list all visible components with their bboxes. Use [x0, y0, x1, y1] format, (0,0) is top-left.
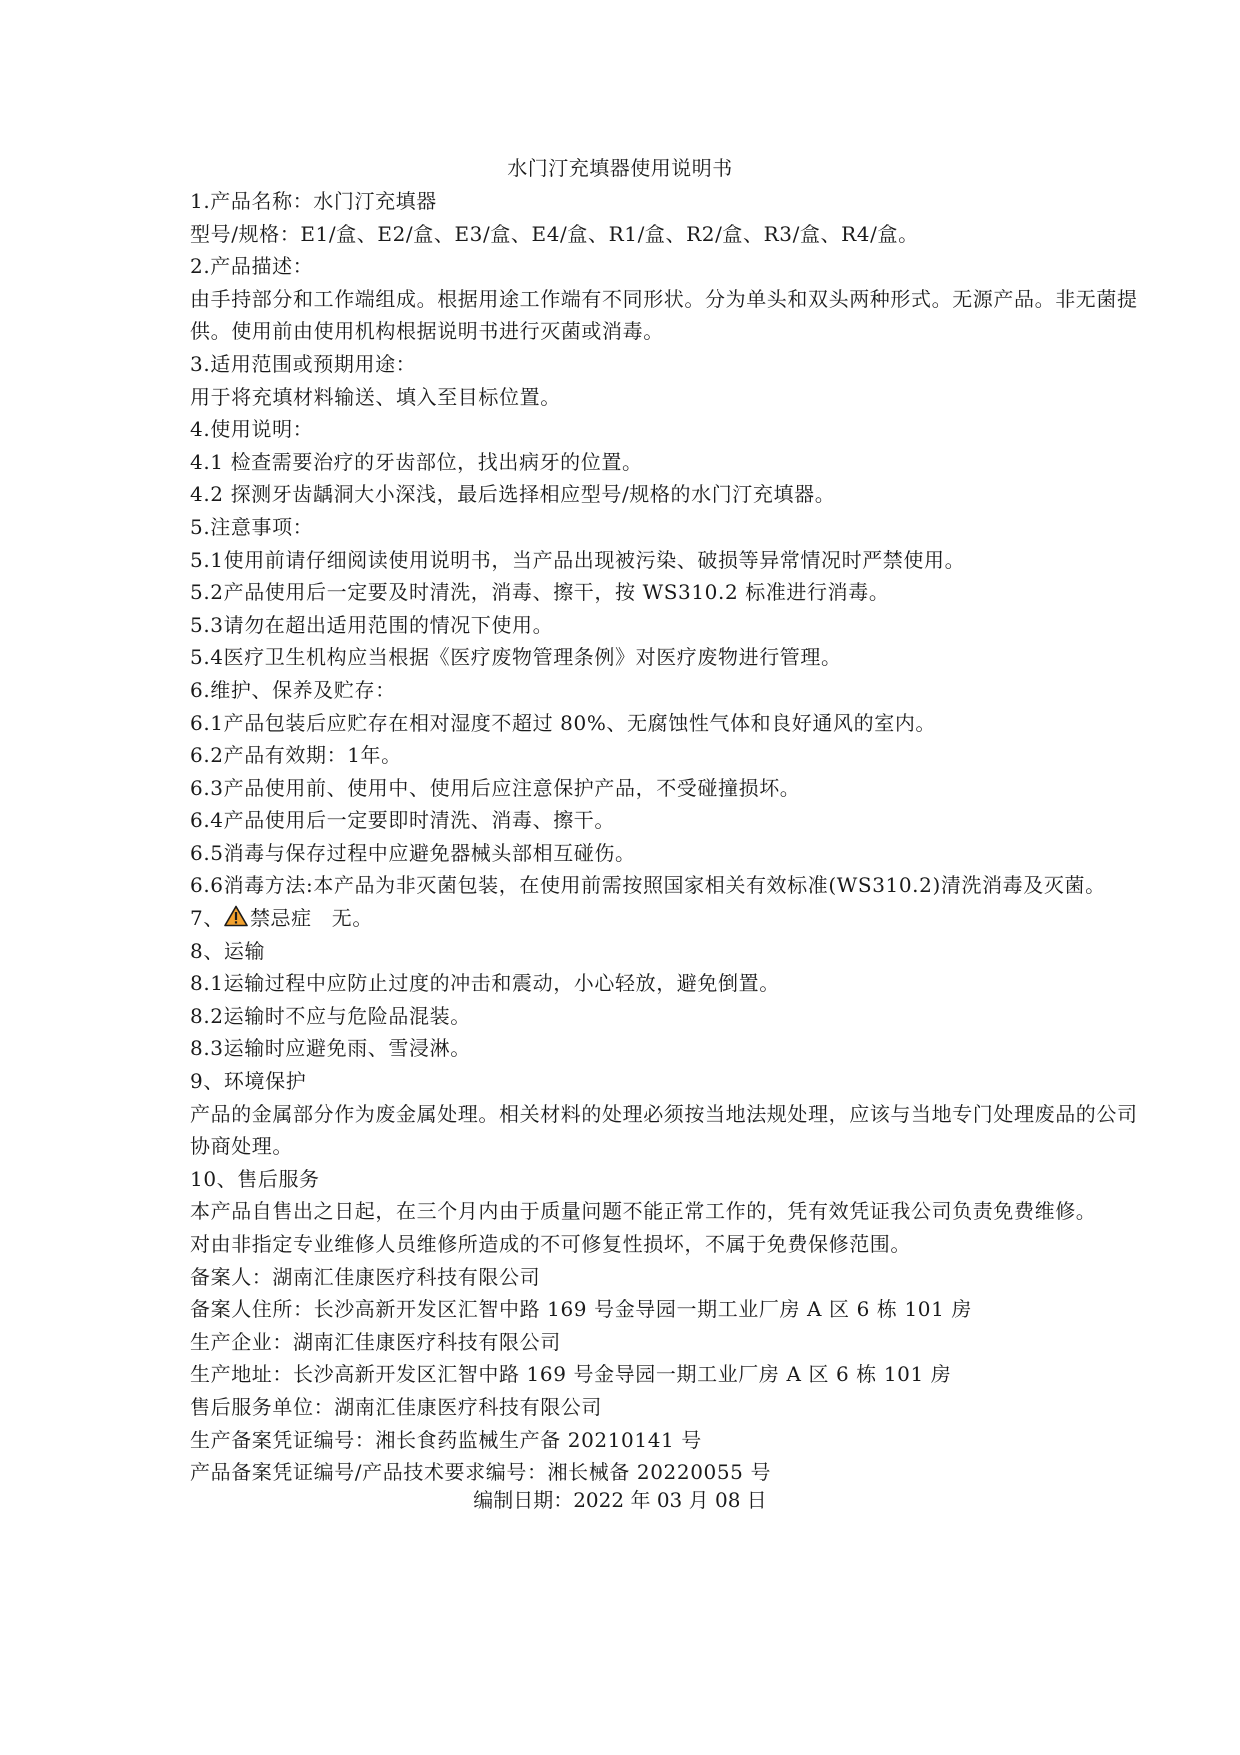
maintenance-6-6: 6.6消毒方法:本产品为非灭菌包装，在使用前需按照国家相关有效标准(WS310.2)清洗消毒及灭菌。 — [190, 873, 1106, 898]
section-heading-after-sales: 10、售后服务 — [190, 1166, 320, 1191]
section-heading-description: 2.产品描述： — [190, 254, 314, 279]
registrant-address-line: 备案人住所：长沙高新开发区汇智中路 169 号金导园一期工业厂房 A 区 6 栋 101 房 — [190, 1297, 972, 1322]
product-record-number-line: 产品备案凭证编号/产品技术要求编号：湘长械备 20220055 号 — [190, 1460, 772, 1485]
environment-line-2: 协商处理。 — [190, 1134, 293, 1159]
document-body — [190, 185, 1138, 1489]
precaution-5-2: 5.2产品使用后一定要及时清洗，消毒、擦干，按 WS310.2 标准进行消毒。 — [190, 580, 890, 605]
precaution-5-4: 5.4医疗卫生机构应当根据《医疗废物管理条例》对医疗废物进行管理。 — [190, 645, 842, 670]
maintenance-6-2: 6.2产品有效期：1年。 — [190, 743, 402, 768]
registrant-line: 备案人：湖南汇佳康医疗科技有限公司 — [190, 1264, 541, 1289]
transport-8-1: 8.1运输过程中应防止过度的冲击和震动，小心轻放，避免倒置。 — [190, 971, 780, 996]
contraindication-line — [190, 902, 1055, 935]
environment-line-1: 产品的金属部分作为废金属处理。相关材料的处理必须按当地法规处理，应该与当地专门处理废品的公司 — [190, 1101, 1138, 1126]
section-heading-transport: 8、运输 — [190, 938, 266, 963]
warning-triangle-icon — [224, 905, 248, 927]
compile-date: 编制日期：2022 年 03 月 08 日 — [473, 1488, 767, 1512]
scope-line: 用于将充填材料输送、填入至目标位置。 — [190, 384, 561, 409]
section-heading-precautions: 5.注意事项： — [190, 514, 314, 539]
contraindication-label: 禁忌症 — [249, 906, 312, 931]
manufacturer-line: 生产企业：湖南汇佳康医疗科技有限公司 — [190, 1329, 561, 1354]
section-heading-scope: 3.适用范围或预期用途： — [190, 351, 417, 376]
contraindication-prefix: 7、 — [190, 906, 224, 931]
product-name-line: 1.产品名称：水门汀充填器 — [190, 189, 437, 213]
precaution-5-1: 5.1使用前请仔细阅读使用说明书，当产品出现被污染、破损等异常情况时严禁使用。 — [190, 547, 966, 572]
description-line-1: 由手持部分和工作端组成。根据用途工作端有不同形状。分为单头和双头两种形式。无源产品。非无菌提 — [190, 286, 1138, 311]
usage-item-4-1: 4.1 检查需要治疗的牙齿部位，找出病牙的位置。 — [190, 449, 643, 474]
maintenance-6-3: 6.3产品使用前、使用中、使用后应注意保护产品，不受碰撞损坏。 — [190, 775, 801, 800]
usage-item-4-2: 4.2 探测牙齿龋洞大小深浅，最后选择相应型号/规格的水门汀充填器。 — [190, 482, 836, 507]
transport-8-3: 8.3运输时应避免雨、雪浸淋。 — [190, 1036, 471, 1061]
maintenance-6-4: 6.4产品使用后一定要即时清洗、消毒、擦干。 — [190, 808, 616, 833]
section-heading-maintenance: 6.维护、保养及贮存： — [190, 677, 396, 702]
service-unit-line: 售后服务单位：湖南汇佳康医疗科技有限公司 — [190, 1394, 602, 1419]
precaution-5-3: 5.3请勿在超出适用范围的情况下使用。 — [190, 612, 554, 637]
production-record-number-line: 生产备案凭证编号：湘长食药监械生产备 20210141 号 — [190, 1427, 702, 1452]
description-line-2: 供。使用前由使用机构根据说明书进行灭菌或消毒。 — [190, 319, 664, 344]
maintenance-6-1: 6.1产品包装后应贮存在相对湿度不超过 80%、无腐蚀性气体和良好通风的室内。 — [190, 710, 937, 735]
after-sales-line-1: 本产品自售出之日起，在三个月内由于质量问题不能正常工作的，凭有效凭证我公司负责免费维修。 — [190, 1199, 1097, 1224]
maintenance-6-5: 6.5消毒与保存过程中应避免器械头部相互碰伤。 — [190, 840, 636, 865]
model-spec-line: 型号/规格：E1/盒、E2/盒、E3/盒、E4/盒、R1/盒、R2/盒、R3/盒、R4/盒。 — [190, 221, 919, 246]
after-sales-line-2: 对由非指定专业维修人员维修所造成的不可修复性损坏，不属于免费保修范围。 — [190, 1232, 911, 1256]
document-title: 水门汀充填器使用说明书 — [507, 156, 733, 180]
transport-8-2: 8.2运输时不应与危险品混装。 — [190, 1003, 471, 1028]
manufacturer-address-line: 生产地址：长沙高新开发区汇智中路 169 号金导园一期工业厂房 A 区 6 栋 101 房 — [190, 1362, 952, 1387]
section-heading-usage: 4.使用说明： — [190, 417, 314, 442]
section-heading-environment: 9、环境保护 — [190, 1069, 307, 1094]
contraindication-value: 无。 — [331, 906, 373, 931]
